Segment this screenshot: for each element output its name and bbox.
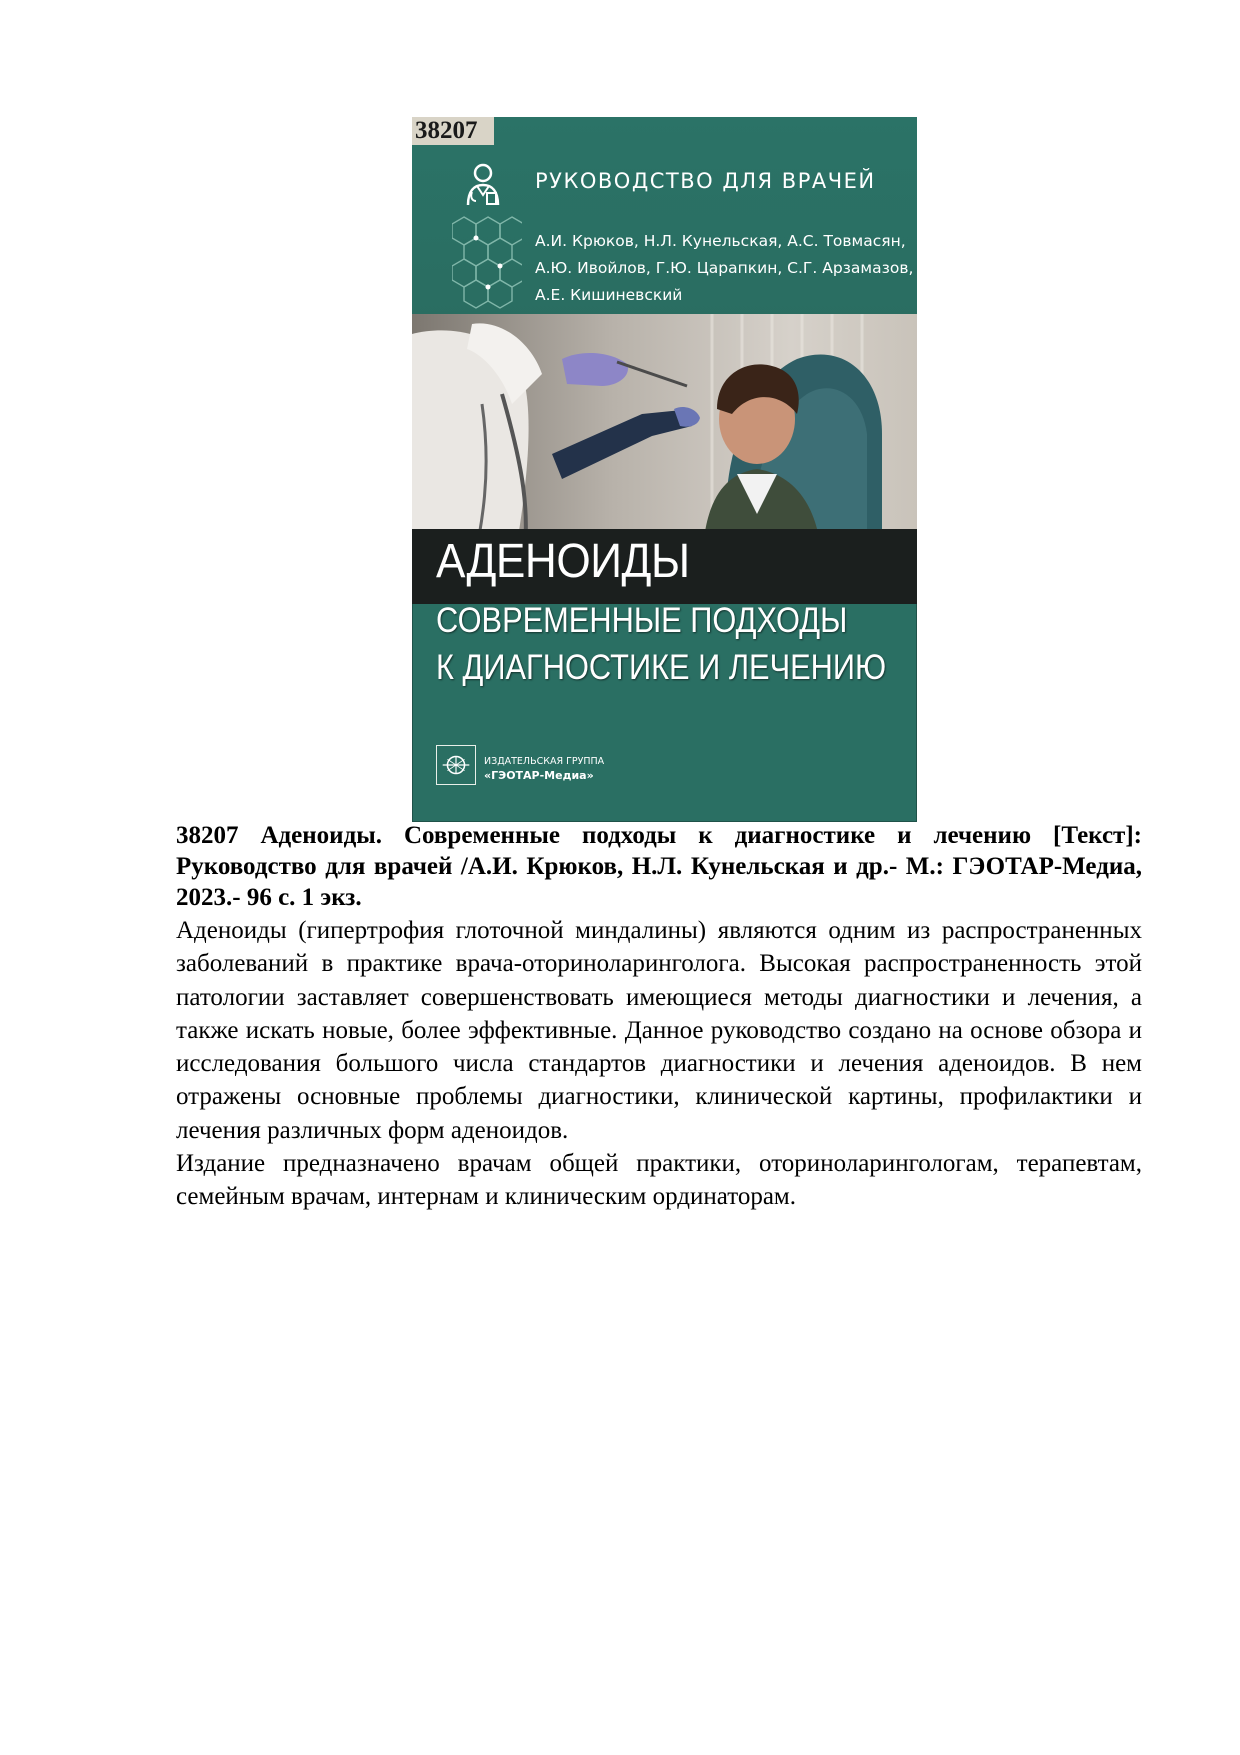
publisher-logo-icon <box>436 745 476 785</box>
bibliographic-record: 38207 Аденоиды. Современные подходы к диагностике и лечению [Текст]: Руководство для врачей /А.И. Крюков, Н.Л. Кунельская и др.- М.: ГЭОТАР-Медиа, 2023.- 96 с. 1 экз. <box>176 822 1142 911</box>
book-cover-image <box>412 117 917 822</box>
shelf-number-sticker: 38207 <box>412 117 494 145</box>
cover-subtitle <box>436 597 886 691</box>
doctor-icon <box>458 159 508 209</box>
book-annotation <box>176 914 1142 1214</box>
cover-subtitle-line: К ДИАГНОСТИКЕ И ЛЕЧЕНИЮ <box>436 648 887 687</box>
cover-authors-line: А.И. Крюков, Н.Л. Кунельская, А.С. Товмасян, <box>535 232 906 250</box>
annotation-paragraph: Аденоиды (гипертрофия глоточной миндалины) являются одним из распространенных заболеваний в практике врача-оториноларинголога. Высокая распространенность этой патологии заставляет совершенствовать имеющиеся методы диагностики и лечения, а также искать новые, более эффективные. Данное руководство создано на основе обзора и исследования большого числа стандартов диагностики и лечения аденоидов. В нем отражены основные проблемы диагностики, клинической картины, профилактики и лечения различных форм аденоидов. <box>176 917 1142 1144</box>
cover-subtitle-line: СОВРЕМЕННЫЕ ПОДХОДЫ <box>436 601 848 640</box>
cover-authors-line: А.Ю. Ивойлов, Г.Ю. Царапкин, С.Г. Арзамазов, <box>535 259 914 277</box>
annotation-paragraph: Издание предназначено врачам общей практики, оториноларингологам, терапевтам, семейным врачам, интернам и клиническим ординаторам. <box>176 1150 1142 1211</box>
publisher-line: ИЗДАТЕЛЬСКАЯ ГРУППА <box>484 756 605 767</box>
publisher-name: «ГЭОТАР-Медиа» <box>484 769 594 782</box>
hexagon-pattern-icon <box>452 212 522 322</box>
cover-authors-line: А.Е. Кишиневский <box>535 286 683 304</box>
cover-series-title: РУКОВОДСТВО ДЛЯ ВРАЧЕЙ <box>535 169 876 193</box>
cover-authors <box>535 228 914 309</box>
cover-publisher <box>484 755 604 783</box>
cover-title: АДЕНОИДЫ <box>436 535 690 588</box>
